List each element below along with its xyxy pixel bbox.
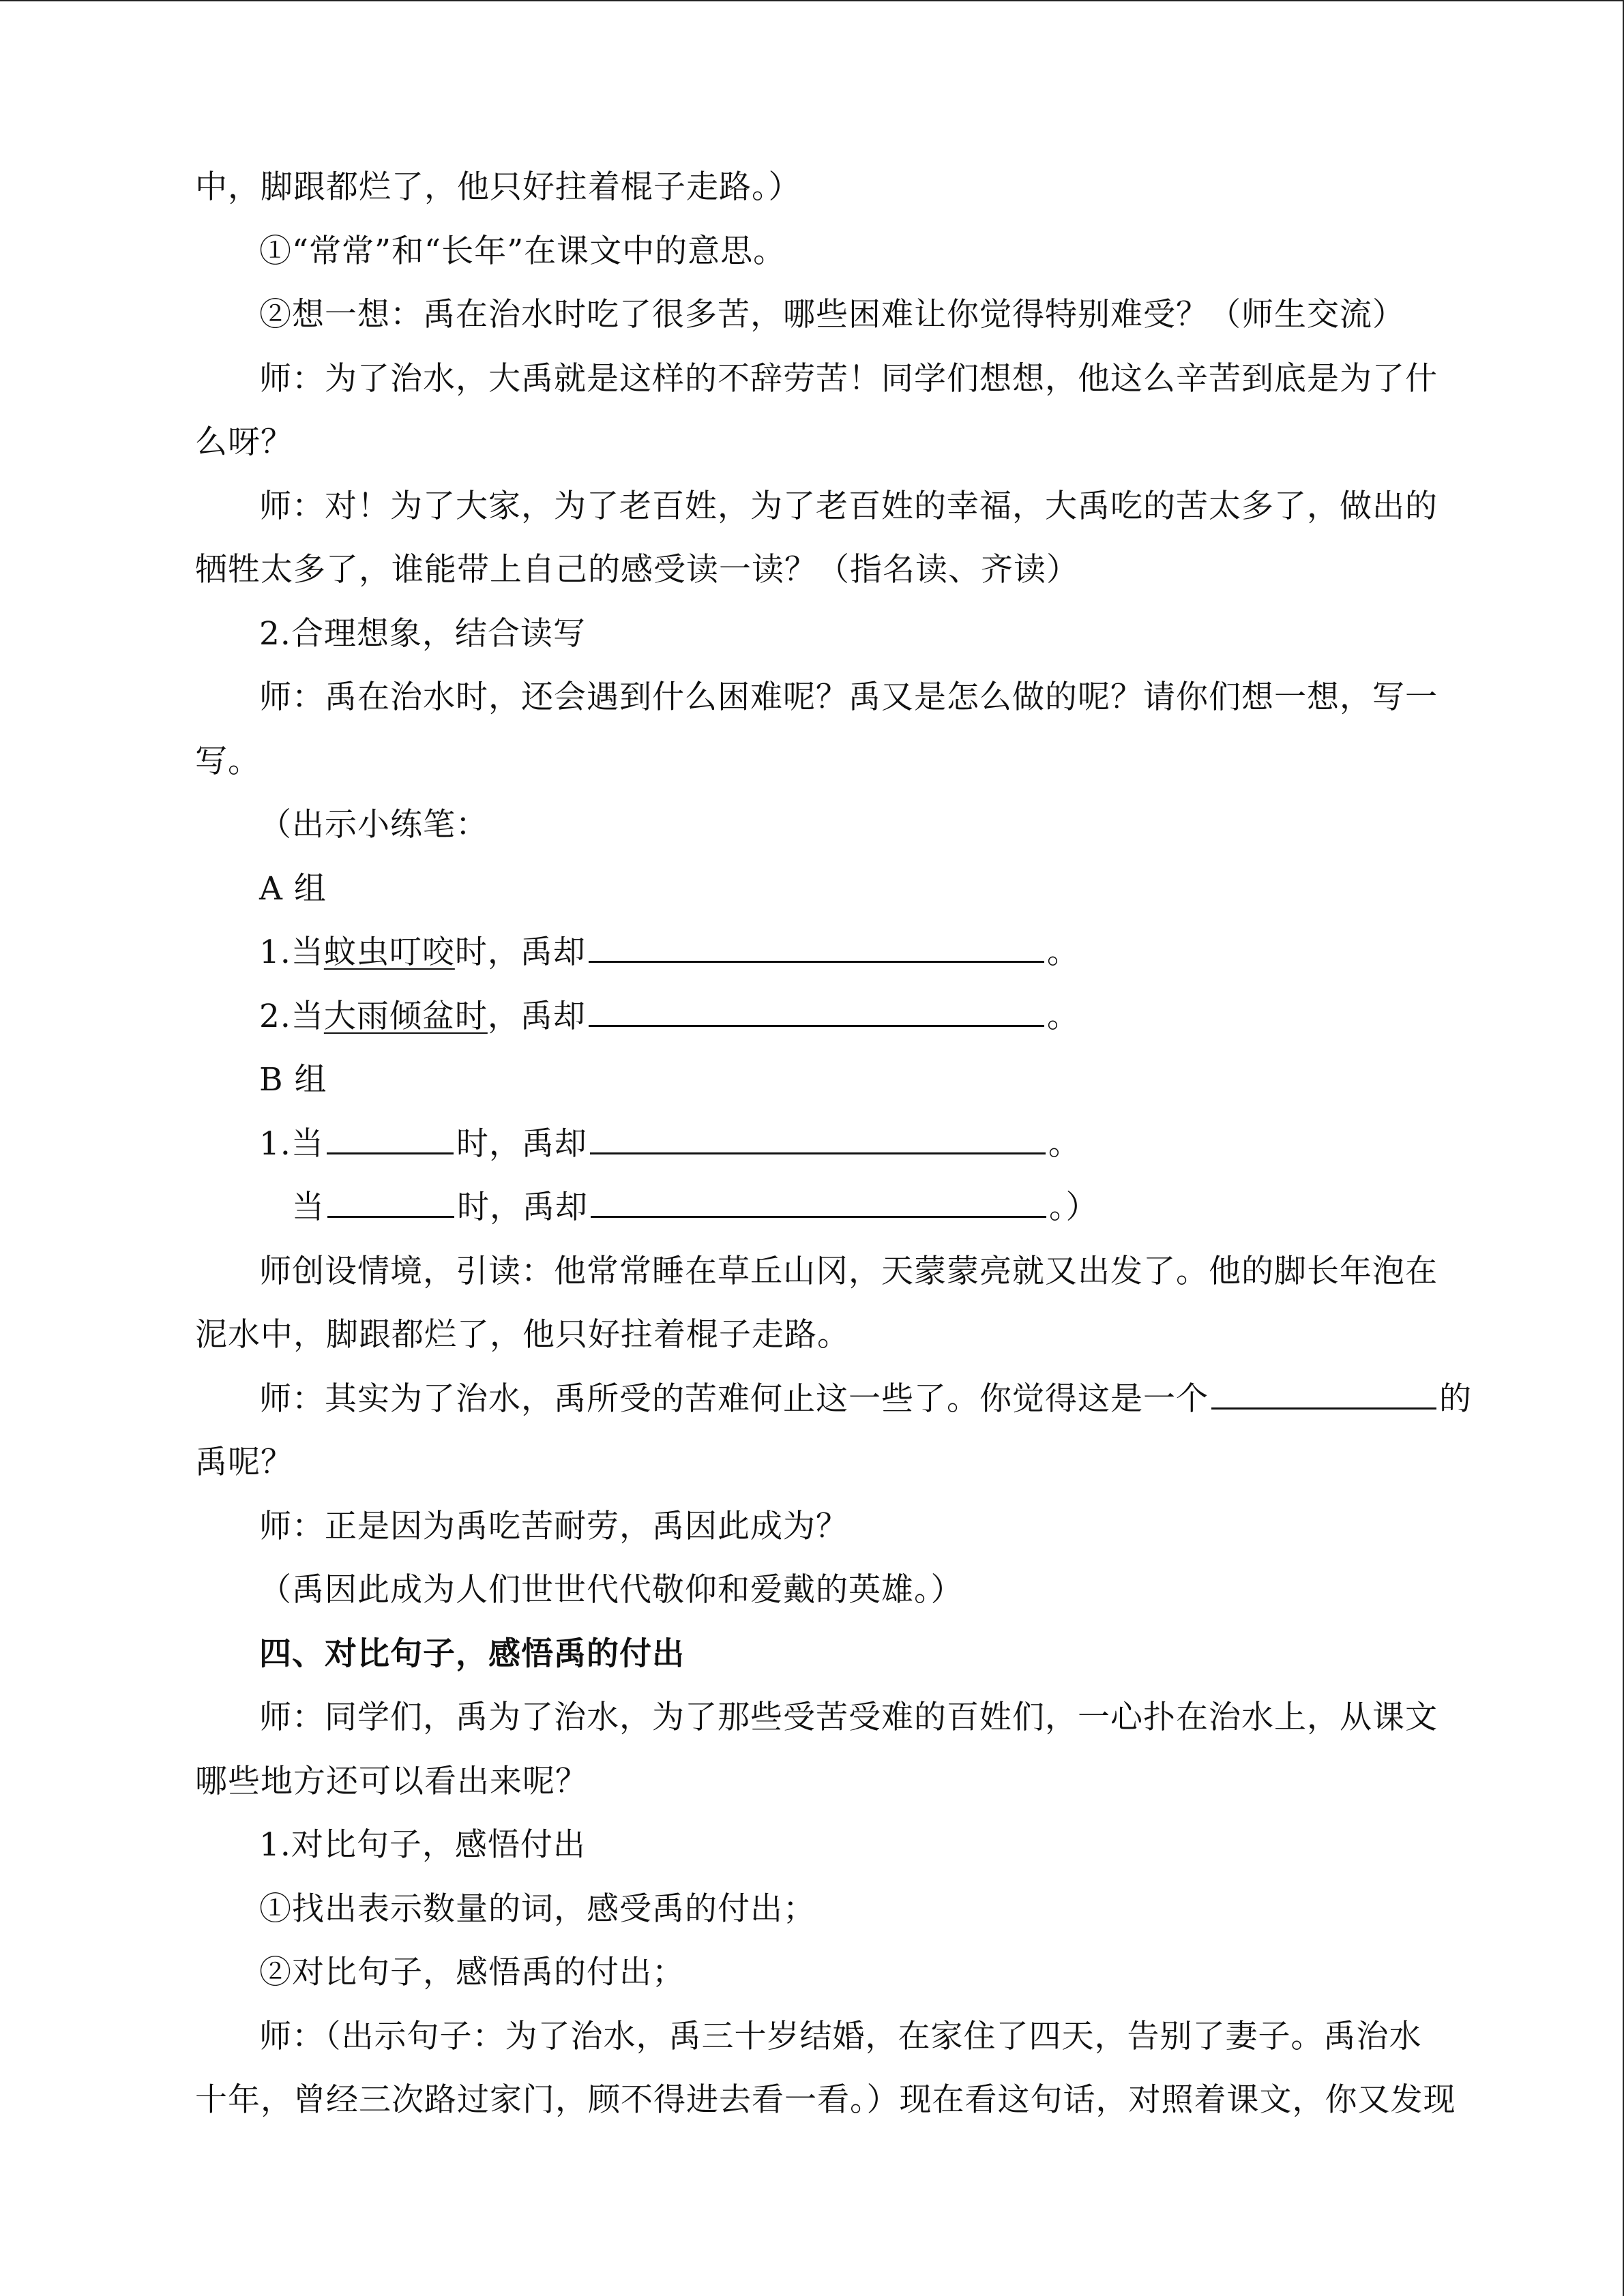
exercise-end: 。 bbox=[1046, 934, 1080, 971]
exercise-line bbox=[195, 1112, 1491, 1176]
group-label-b: B 组 bbox=[259, 1061, 327, 1099]
fill-in-blank[interactable] bbox=[327, 1215, 454, 1218]
text-line: ②对比句子，感悟禹的付出； bbox=[259, 1954, 685, 1991]
text-line: ①找出表示数量的词，感受禹的付出； bbox=[259, 1890, 816, 1928]
text-line: 泥水中，脚跟都烂了，他只好拄着棍子走路。 bbox=[195, 1316, 850, 1354]
fill-in-blank[interactable] bbox=[590, 1152, 1046, 1154]
exercise-end: 。 bbox=[1046, 997, 1080, 1035]
document-body bbox=[195, 155, 1491, 2132]
underlined-phrase: 蚊虫叮咬 bbox=[323, 934, 455, 971]
text-line: 哪些地方还可以看出来呢？ bbox=[195, 1762, 588, 1800]
text-line: 师：为了治水，大禹就是这样的不辞劳苦！同学们想想，他这么辛苦到底是为了什 bbox=[259, 359, 1438, 398]
section-heading: 四、对比句子，感悟禹的付出 bbox=[259, 1635, 685, 1673]
text-line: 师：正是因为禹吃苦耐劳，禹因此成为？ bbox=[259, 1507, 848, 1545]
text-line: 十年，曾经三次路过家门，顾不得进去看一看。）现在看这句话，对照着课文，你又发现 bbox=[195, 2081, 1456, 2119]
text-line: （出示小练笔： bbox=[259, 806, 488, 844]
fill-in-blank[interactable] bbox=[591, 1215, 1046, 1218]
exercise-mid: 时，禹却 bbox=[457, 1189, 588, 1226]
exercise-line bbox=[195, 921, 1491, 985]
text-line: ①“常常”和“长年”在课文中的意思。 bbox=[259, 232, 786, 270]
exercise-line bbox=[195, 985, 1491, 1049]
fill-in-blank[interactable] bbox=[589, 1024, 1044, 1027]
exercise-mid: ，禹却 bbox=[487, 997, 586, 1035]
exercise-end: 。） bbox=[1049, 1189, 1099, 1226]
text-line: ②想一想：禹在治水时吃了很多苦，哪些困难让你觉得特别难受？（师生交流） bbox=[259, 296, 1405, 333]
text-line: 牺牲太多了，谁能带上自己的感受读一读？（指名读、齐读） bbox=[195, 551, 1079, 588]
text-line: 师：对！为了大家，为了老百姓，为了老百姓的幸福，大禹吃的苦太多了，做出的 bbox=[259, 487, 1438, 525]
fill-in-blank[interactable] bbox=[1211, 1407, 1436, 1410]
exercise-prefix: 1.当 bbox=[259, 934, 324, 971]
text-line: （禹因此成为人们世世代代敬仰和爱戴的英雄。） bbox=[259, 1571, 964, 1609]
subheading: 1.对比句子，感悟付出 bbox=[259, 1826, 586, 1864]
underlined-phrase: 大雨倾盆时 bbox=[323, 997, 488, 1035]
exercise-mid: 时，禹却 bbox=[454, 934, 586, 971]
text-segment: 的 bbox=[1439, 1380, 1472, 1418]
text-line: 写。 bbox=[195, 742, 261, 780]
fill-in-blank[interactable] bbox=[327, 1152, 454, 1154]
text-line: 师：（出示句子：为了治水，禹三十岁结婚，在家住了四天，告别了妻子。禹治水 bbox=[259, 2017, 1422, 2055]
text-line: 中，脚跟都烂了，他只好拄着棍子走路。） bbox=[195, 168, 801, 206]
exercise-prefix: 2.当 bbox=[259, 997, 324, 1035]
text-line: 师：同学们，禹为了治水，为了那些受苦受难的百姓们，一心扑在治水上，从课文 bbox=[259, 1699, 1438, 1736]
text-line: 禹呢？ bbox=[195, 1444, 293, 1481]
exercise-end: 。 bbox=[1048, 1124, 1081, 1163]
text-line: 师：禹在治水时，还会遇到什么困难呢？禹又是怎么做的呢？请你们想一想，写一 bbox=[259, 679, 1438, 716]
text-line: 师创设情境，引读：他常常睡在草丘山冈，天蒙蒙亮就又出发了。他的脚长年泡在 bbox=[259, 1252, 1438, 1290]
exercise-line bbox=[195, 1176, 1491, 1240]
text-line bbox=[195, 1367, 1491, 1431]
fill-in-blank[interactable] bbox=[589, 960, 1044, 963]
group-label-a: A 组 bbox=[259, 869, 327, 908]
exercise-prefix: 1.当 bbox=[259, 1124, 324, 1163]
text-segment: 师：其实为了治水，禹所受的苦难何止这一些了。你觉得这是一个 bbox=[259, 1380, 1209, 1418]
exercise-mid: 时，禹却 bbox=[456, 1124, 587, 1163]
text-line: 么呀？ bbox=[195, 423, 293, 461]
exercise-prefix: 当 bbox=[292, 1189, 325, 1226]
subheading: 2.合理想象，结合读写 bbox=[259, 614, 586, 653]
